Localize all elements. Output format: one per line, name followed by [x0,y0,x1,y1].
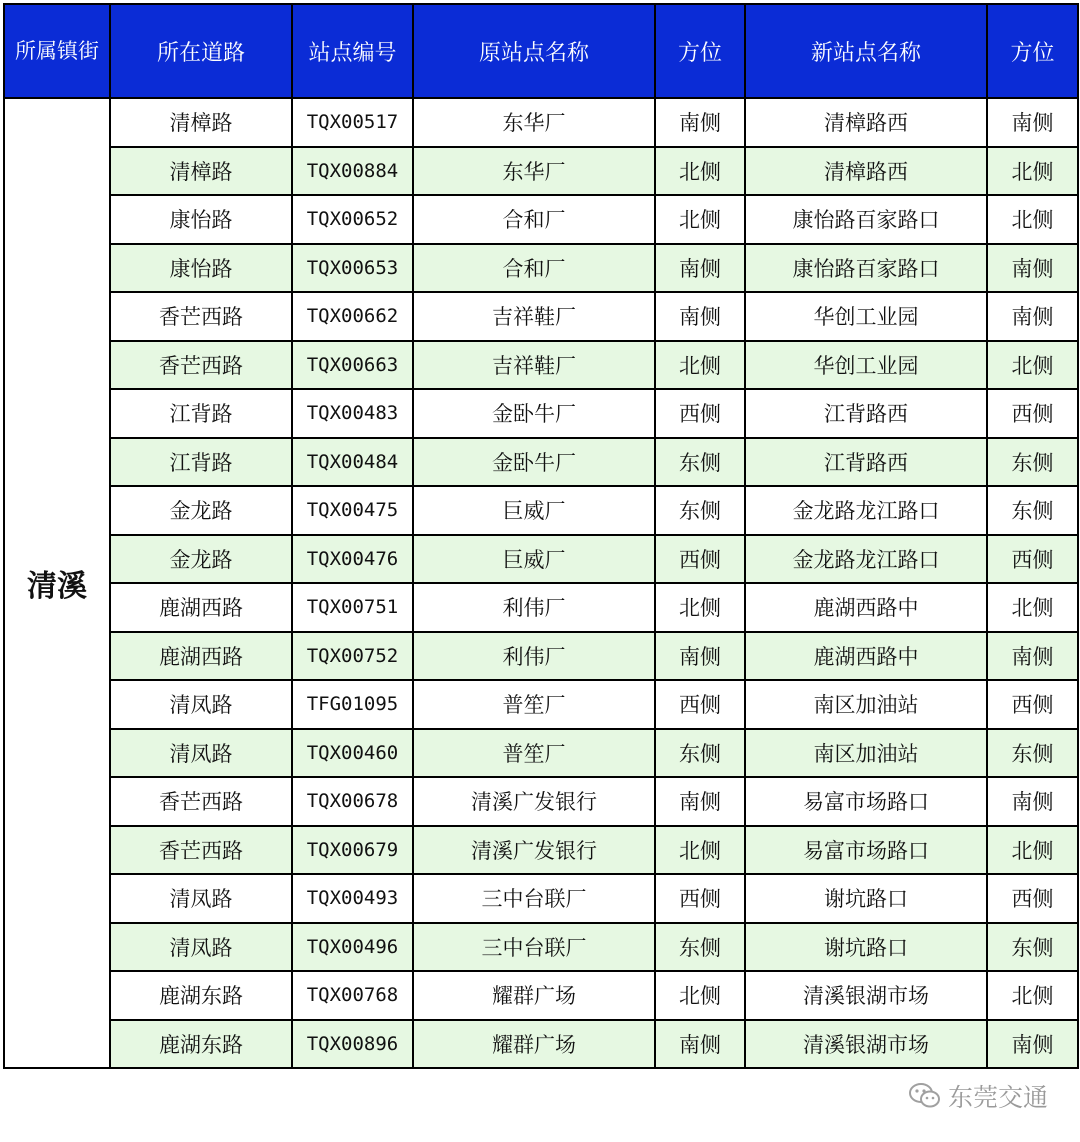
cell-old-name: 巨威厂 [413,486,655,535]
cell-code: TQX00476 [292,535,413,584]
cell-code: TQX00751 [292,583,413,632]
table-row [4,923,1078,972]
station-rename-table [3,3,1079,1069]
cell-new-name: 鹿湖西路中 [745,583,987,632]
cell-new-direction: 南侧 [987,632,1078,681]
header-old-direction: 方位 [655,4,745,98]
cell-old-name: 巨威厂 [413,535,655,584]
cell-road: 鹿湖西路 [110,632,292,681]
watermark-text: 东莞交通 [947,1083,1048,1112]
cell-old-name: 金卧牛厂 [413,438,655,487]
cell-road: 香芒西路 [110,292,292,341]
cell-old-name: 普笙厂 [413,680,655,729]
cell-old-name: 合和厂 [413,244,655,293]
cell-old-direction: 南侧 [655,1020,745,1069]
cell-new-name: 清樟路西 [745,147,987,196]
cell-old-name: 金卧牛厂 [413,389,655,438]
cell-road: 清樟路 [110,147,292,196]
header-row [4,4,1078,98]
cell-code: TQX00460 [292,729,413,778]
cell-old-direction: 北侧 [655,826,745,875]
cell-old-name: 普笙厂 [413,729,655,778]
cell-old-direction: 北侧 [655,341,745,390]
table-row [4,292,1078,341]
table-row [4,874,1078,923]
cell-new-direction: 南侧 [987,292,1078,341]
cell-new-name: 康怡路百家路口 [745,195,987,244]
cell-code: TQX00652 [292,195,413,244]
cell-old-direction: 南侧 [655,777,745,826]
cell-road: 金龙路 [110,486,292,535]
cell-old-direction: 北侧 [655,147,745,196]
cell-old-direction: 西侧 [655,389,745,438]
cell-road: 清樟路 [110,98,292,147]
table-row [4,535,1078,584]
cell-new-name: 江背路西 [745,438,987,487]
cell-code: TQX00493 [292,874,413,923]
cell-new-name: 华创工业园 [745,341,987,390]
table-row [4,147,1078,196]
cell-old-name: 东华厂 [413,147,655,196]
header-new-name: 新站点名称 [745,4,987,98]
cell-road: 金龙路 [110,535,292,584]
cell-code: TQX00663 [292,341,413,390]
cell-old-name: 合和厂 [413,195,655,244]
cell-old-name: 三中台联厂 [413,874,655,923]
cell-code: TQX00653 [292,244,413,293]
cell-code: TQX00896 [292,1020,413,1069]
cell-code: TQX00483 [292,389,413,438]
cell-new-name: 清溪银湖市场 [745,971,987,1020]
header-old-name: 原站点名称 [413,4,655,98]
cell-new-direction: 南侧 [987,1020,1078,1069]
cell-old-direction: 南侧 [655,292,745,341]
table-row [4,777,1078,826]
cell-code: TQX00517 [292,98,413,147]
cell-old-direction: 南侧 [655,244,745,293]
cell-old-name: 耀群广场 [413,971,655,1020]
cell-old-direction: 西侧 [655,874,745,923]
cell-new-name: 南区加油站 [745,680,987,729]
cell-road: 清凤路 [110,923,292,972]
cell-old-name: 东华厂 [413,98,655,147]
cell-new-direction: 北侧 [987,341,1078,390]
cell-road: 清凤路 [110,729,292,778]
cell-old-direction: 南侧 [655,98,745,147]
cell-new-direction: 西侧 [987,389,1078,438]
table-row [4,341,1078,390]
table-row [4,729,1078,778]
header-road: 所在道路 [110,4,292,98]
table-row [4,971,1078,1020]
cell-new-name: 谢坑路口 [745,923,987,972]
cell-new-name: 金龙路龙江路口 [745,535,987,584]
cell-code: TQX00884 [292,147,413,196]
cell-new-name: 谢坑路口 [745,874,987,923]
cell-old-name: 吉祥鞋厂 [413,341,655,390]
table-row [4,632,1078,681]
cell-code: TQX00662 [292,292,413,341]
header-new-direction: 方位 [987,4,1078,98]
cell-new-direction: 南侧 [987,244,1078,293]
cell-road: 康怡路 [110,244,292,293]
cell-code: TQX00752 [292,632,413,681]
cell-new-direction: 南侧 [987,98,1078,147]
cell-road: 香芒西路 [110,777,292,826]
cell-new-name: 鹿湖西路中 [745,632,987,681]
cell-old-name: 利伟厂 [413,583,655,632]
cell-new-direction: 北侧 [987,195,1078,244]
cell-code: TQX00679 [292,826,413,875]
cell-new-name: 清樟路西 [745,98,987,147]
cell-old-direction: 北侧 [655,583,745,632]
cell-road: 鹿湖东路 [110,971,292,1020]
cell-new-name: 华创工业园 [745,292,987,341]
cell-road: 江背路 [110,389,292,438]
watermark [908,1078,1048,1114]
cell-new-name: 易富市场路口 [745,826,987,875]
cell-old-direction: 东侧 [655,438,745,487]
cell-old-direction: 北侧 [655,971,745,1020]
cell-new-direction: 东侧 [987,438,1078,487]
cell-old-direction: 南侧 [655,632,745,681]
cell-road: 江背路 [110,438,292,487]
table-row [4,486,1078,535]
cell-code: TQX00678 [292,777,413,826]
cell-new-direction: 北侧 [987,826,1078,875]
cell-road: 康怡路 [110,195,292,244]
cell-road: 香芒西路 [110,341,292,390]
cell-road: 香芒西路 [110,826,292,875]
cell-new-direction: 南侧 [987,777,1078,826]
cell-code: TQX00475 [292,486,413,535]
table-row [4,826,1078,875]
cell-code: TQX00768 [292,971,413,1020]
table-row [4,583,1078,632]
cell-old-direction: 西侧 [655,680,745,729]
cell-town: 清溪 [4,98,110,1068]
cell-new-name: 康怡路百家路口 [745,244,987,293]
cell-old-name: 吉祥鞋厂 [413,292,655,341]
table-row [4,389,1078,438]
table-row [4,98,1078,147]
cell-code: TQX00484 [292,438,413,487]
cell-old-name: 三中台联厂 [413,923,655,972]
table-row [4,1020,1078,1069]
cell-road: 清凤路 [110,680,292,729]
cell-new-direction: 东侧 [987,923,1078,972]
cell-old-name: 清溪广发银行 [413,826,655,875]
header-town: 所属镇街 [4,4,110,98]
cell-new-direction: 东侧 [987,486,1078,535]
cell-new-direction: 北侧 [987,147,1078,196]
table-row [4,680,1078,729]
cell-old-direction: 东侧 [655,486,745,535]
cell-new-direction: 西侧 [987,874,1078,923]
cell-old-direction: 北侧 [655,195,745,244]
cell-new-name: 江背路西 [745,389,987,438]
cell-new-direction: 西侧 [987,680,1078,729]
header-code: 站点编号 [292,4,413,98]
cell-new-name: 南区加油站 [745,729,987,778]
cell-code: TFG01095 [292,680,413,729]
cell-new-direction: 北侧 [987,583,1078,632]
wechat-icon [908,1082,942,1110]
cell-new-direction: 北侧 [987,971,1078,1020]
cell-code: TQX00496 [292,923,413,972]
cell-old-direction: 东侧 [655,923,745,972]
cell-old-name: 耀群广场 [413,1020,655,1069]
cell-new-direction: 西侧 [987,535,1078,584]
cell-road: 清凤路 [110,874,292,923]
cell-road: 鹿湖西路 [110,583,292,632]
cell-old-direction: 东侧 [655,729,745,778]
cell-new-direction: 东侧 [987,729,1078,778]
cell-old-name: 清溪广发银行 [413,777,655,826]
cell-old-direction: 西侧 [655,535,745,584]
table-row [4,195,1078,244]
cell-new-name: 金龙路龙江路口 [745,486,987,535]
cell-road: 鹿湖东路 [110,1020,292,1069]
cell-new-name: 易富市场路口 [745,777,987,826]
table-row [4,438,1078,487]
table-row [4,244,1078,293]
cell-old-name: 利伟厂 [413,632,655,681]
cell-new-name: 清溪银湖市场 [745,1020,987,1069]
